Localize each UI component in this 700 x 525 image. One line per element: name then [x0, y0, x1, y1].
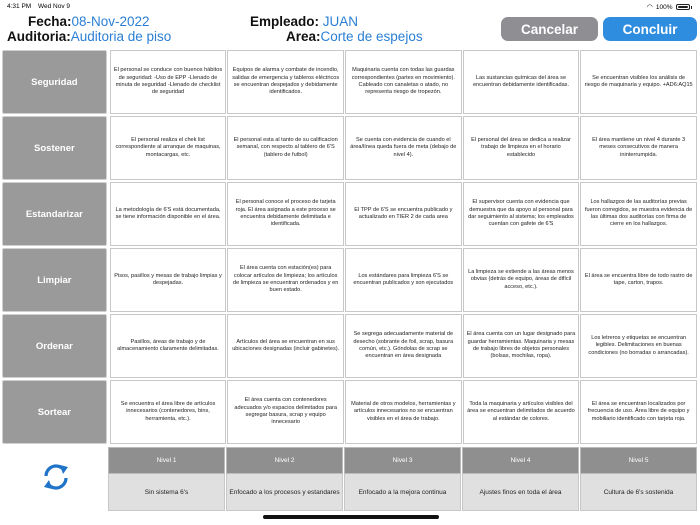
status-date: Wed Nov 9 [38, 3, 71, 10]
row-header: Sostener [2, 116, 107, 180]
row-header: Sortear [2, 380, 107, 444]
criteria-cell[interactable]: El área se encuentran localizados por frecuencia de uso. Área libre de equipo y mobiliario identificado con tarjeta roja. [580, 380, 697, 444]
row-header: Seguridad [2, 50, 107, 114]
area-value: Corte de espejos [320, 29, 423, 44]
criteria-cell[interactable]: Artículos del área se encuentran en sus ubicaciones designadas (incluir gabinetes). [227, 314, 344, 378]
criteria-cell[interactable]: Los estándares para limpieza 6'S se encuentran publicados y son ejecutados [345, 248, 462, 312]
status-right [647, 3, 692, 11]
criteria-cell[interactable]: Pasillos, áreas de trabajo y de almacenamiento claramente delimitadas. [110, 314, 227, 378]
conclude-button[interactable]: Concluir [603, 17, 697, 41]
level-column [344, 447, 461, 511]
criteria-cell[interactable]: El supervisor cuenta con evidencia que demuestra que da apoyo al personal para dar seguimiento al sistema; los empleados cuentan con gafete de 6'S [463, 182, 580, 246]
row-header: Ordenar [2, 314, 107, 378]
auditoria-line [7, 29, 171, 44]
level-description: Enfocado a la mejora continua [344, 474, 461, 511]
criteria-cell[interactable]: Los letreros y etiquetas se encuentran legibles. Delimitaciones en buenas condiciones (no borradas o arrancadas). [580, 314, 697, 378]
battery-tip [691, 6, 693, 9]
criteria-cell[interactable]: El área mantiene un nivel 4 durante 3 meses consecutivos de manera ininterrumpida. [580, 116, 697, 180]
level-title: Nivel 4 [462, 447, 579, 474]
status-time: 4:31 PM [7, 3, 32, 10]
fecha-label: Fecha: [28, 14, 72, 29]
level-title: Nivel 2 [226, 447, 343, 474]
criteria-cell[interactable]: El personal esta al tanto de su calificacion semanal, con respecto al tablero de 6'S (tablero de futbol) [227, 116, 344, 180]
grid-row [2, 248, 697, 313]
criteria-cell[interactable]: El área cuenta con contenedores adecuados y/o espacios delimitados para segregar basura, scrap y equipo innecesario [227, 380, 344, 444]
area-line [286, 29, 423, 44]
criteria-cell[interactable]: Se cuenta con evidencia de cuando el área/línea queda fuera de meta (debajo de nivel 4). [345, 116, 462, 180]
criteria-cell[interactable]: El TPP de 6'S se encuentra publicado y actualizado en TIER 2 de cada area [345, 182, 462, 246]
level-column [226, 447, 343, 511]
criteria-cell[interactable]: Pisos, pasillos y mesas de trabajo limpias y despejadas. [110, 248, 227, 312]
area-label: Area: [286, 29, 321, 44]
home-indicator [263, 515, 439, 519]
criteria-cell[interactable]: El personal se conduce con buenos hábitos de seguridad: -Uso de EPP -Llenado de minuta de seguridad -Llenado de checklist de seguridad [110, 50, 227, 114]
criteria-cell[interactable]: Maquinaria cuenta con todas las guardas correspondientes (partes en movimiento). Cableado con canaletas o atado, no representa riesgo de tropezón. [345, 50, 462, 114]
level-title: Nivel 5 [580, 447, 697, 474]
criteria-cell[interactable]: La metodología de 6'S está documentada, se tiene información disponible en el área. [110, 182, 227, 246]
criteria-cell[interactable]: La limpieza se extiende a las áreas menos obvias (detrás de equipo, áreas de difícil acceso, etc.). [463, 248, 580, 312]
battery-icon [676, 4, 690, 10]
grid-row [2, 380, 697, 445]
level-column [462, 447, 579, 511]
level-description: Enfocado a los procesos y estandares [226, 474, 343, 511]
fecha-value: 08-Nov-2022 [71, 14, 150, 29]
grid-row [2, 116, 697, 181]
level-column [580, 447, 697, 511]
battery-percent: 100% [655, 3, 673, 11]
criteria-cell[interactable]: Se encuentra el área libre de artículos innecesarios (contenedores, bins, herramienta, etc.). [110, 380, 227, 444]
grid-row [2, 50, 697, 115]
grid-row [2, 314, 697, 379]
criteria-cell[interactable]: El personal del área se dedica a realizar trabajo de limpieza en el horario establecido [463, 116, 580, 180]
criteria-cell[interactable]: Las sustancias químicas del área se encuentran debidamente identificadas. [463, 50, 580, 114]
criteria-cell[interactable]: El personal realiza el chek list correspondiente al arranque de maquinas, montacargas, etc. [110, 116, 227, 180]
levels-legend [108, 447, 698, 511]
criteria-cell[interactable]: Equipos de alarma y combate de incendio, salidas de emergencia y tableros eléctricos se encuentran despejados y debidamente identificados. [227, 50, 344, 114]
audit-grid [2, 50, 697, 446]
cancel-button[interactable]: Cancelar [501, 17, 598, 41]
level-column [108, 447, 225, 511]
criteria-cell[interactable]: El área cuenta con estación(es) para colocar artículos de limpieza; los artículos de limpieza se encuentran ordenados y en buen estado. [227, 248, 344, 312]
wifi-icon: ◠ [646, 4, 653, 11]
level-description: Sin sistema 6's [108, 474, 225, 511]
empleado-value: JUAN [322, 14, 359, 29]
row-header: Limpiar [2, 248, 107, 312]
level-description: Ajustes finos en toda el área [462, 474, 579, 511]
auditoria-label: Auditoria: [7, 29, 71, 44]
empleado-label: Empleado: [250, 14, 320, 29]
criteria-cell[interactable]: Toda la maquinaria y artículos visibles del área se encuentran delimitados de acuerdo al estándar de colores. [463, 380, 580, 444]
empleado-line [250, 14, 358, 29]
level-title: Nivel 1 [108, 447, 225, 474]
level-description: Cultura de 6's sostenida [580, 474, 697, 511]
criteria-cell[interactable]: Se segrega adecuadamente material de desecho (sobrante de foil, scrap, basura común, etc.). Góndolas de scrap se encuentran en área designada [345, 314, 462, 378]
criteria-cell[interactable]: Se encuentran visibles los análisis de riesgo de maquinaria y equipo. +AD6:AQ15 [580, 50, 697, 114]
status-bar [0, 0, 700, 13]
criteria-cell[interactable]: El área cuenta con un lugar designado para guardar herramientas. Maquinaria y mesas de trabajo libres de objetos personales (bolsas, mochilas, ropa). [463, 314, 580, 378]
row-header: Estandarizar [2, 182, 107, 246]
criteria-cell[interactable]: Material de otros modelos, herramientas y artículos innecesarios no se encuentran visibles en el área de trabajo. [345, 380, 462, 444]
criteria-cell[interactable]: Los hallazgos de las auditorías previas fueron corregidos, se muestra evidencia de las últimas dos auditorías con firma de cierre en los hallazgos. [580, 182, 697, 246]
criteria-cell[interactable]: El área se encuentra libre de todo rastro de tape, carton, trapos. [580, 248, 697, 312]
fecha-line [28, 14, 150, 29]
criteria-cell[interactable]: El personal conoce el proceso de tarjeta roja. El área asignada a este proceso se encuentra debidamente delimitada e identificada. [227, 182, 344, 246]
auditoria-value: Auditoria de piso [70, 29, 172, 44]
grid-row [2, 182, 697, 247]
level-title: Nivel 3 [344, 447, 461, 474]
refresh-icon[interactable] [38, 462, 74, 492]
